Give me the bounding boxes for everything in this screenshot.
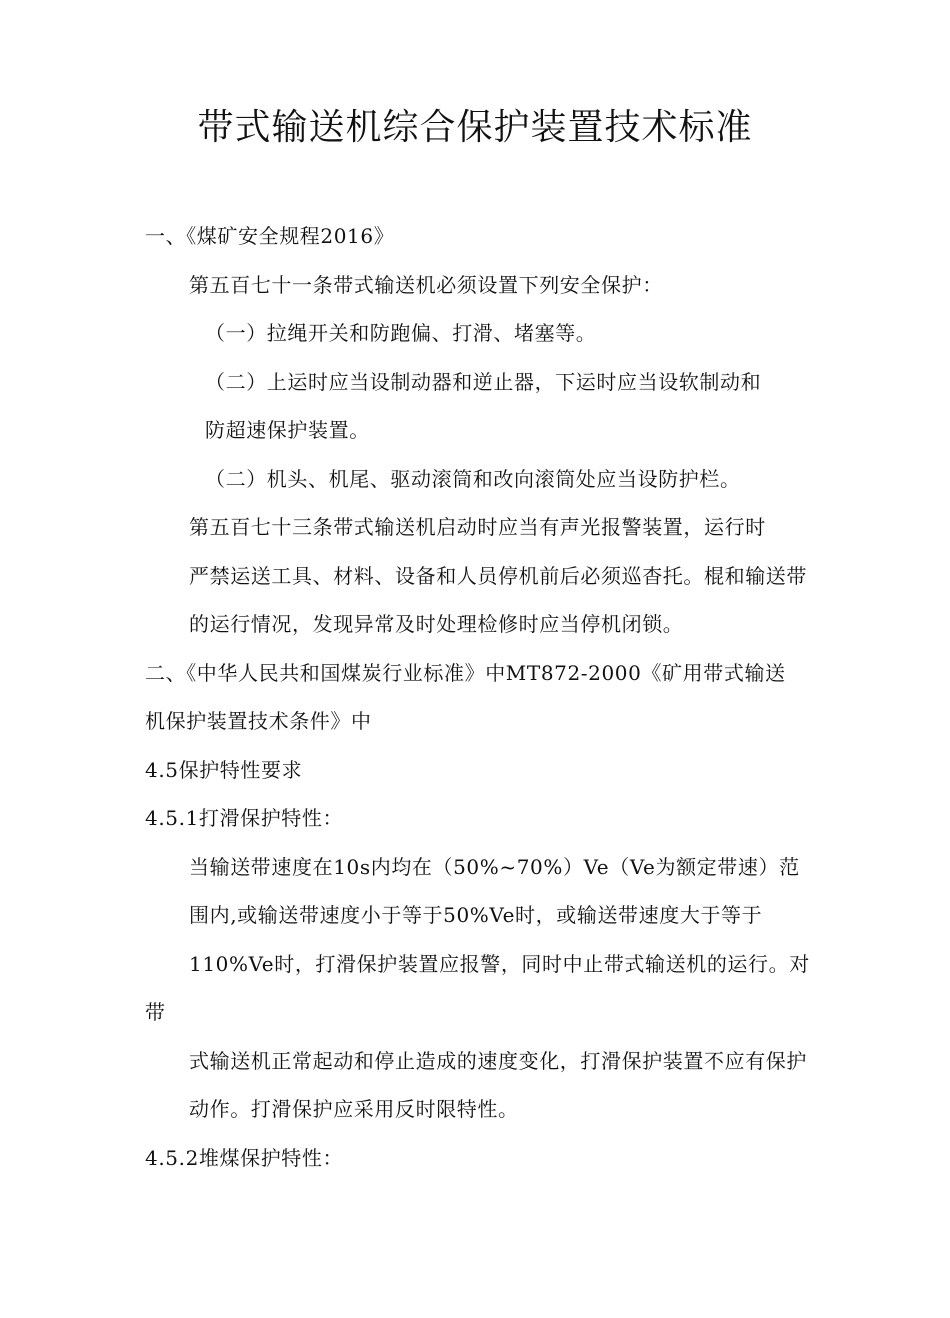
document-title: 带式输送机综合保护装置技术标准 [197,107,753,148]
text-line: 式输送机正常起动和停止造成的速度变化，打滑保护装置不应有保护 [189,1048,807,1073]
paragraph-sec452 [145,1134,810,1183]
paragraph-art571-item2 [145,358,810,455]
text-line: 一、《煤矿安全规程2016》 [145,224,395,248]
text-line: 第五百七十三条带式输送机启动时应当有声光报警装置，运行时 [189,515,766,539]
text-line: （二）上运时应当设制动器和逆止器，下运时应当设软制动和 [205,369,762,394]
text-line: （一）拉绳开关和防跑偏、打滑、堵塞等。 [205,321,597,345]
text-line: 围内,或输送带速度小于等于50%Ve时，或输送带速度大于等于 [189,903,763,927]
paragraph-art573 [145,503,810,649]
text-line: 当输送带速度在10s内均在（50%~70%）Ve（Ve为额定带速）范 [189,854,800,879]
text-line: 第五百七十一条带式输送机必须设置下列安全保护： [189,272,663,297]
text-line: 110%Ve时，打滑保护装置应报警，同时中止带式输送机的运行。对带 [145,951,810,1024]
text-line: （二）机头、机尾、驱动滚筒和改向滚筒处应当设防护栏。 [205,466,741,491]
text-line: 动作。打滑保护应采用反时限特性。 [189,1097,519,1121]
text-line: 二、《中华人民共和国煤炭行业标准》中MT872-2000《矿用带式输送 [145,660,786,685]
paragraph-sec45 [145,746,810,795]
document-body [145,212,810,1182]
paragraph-sec1-heading [145,212,810,261]
paragraph-sec451-body [145,843,810,1134]
paragraph-sec451 [145,794,810,843]
text-line: 的运行情况，发现异常及时处理检修时应当停机闭锁。 [189,612,684,636]
paragraph-art571 [145,261,810,310]
paragraph-sec2-heading [145,649,810,746]
text-line: 防超速保护装置。 [205,418,370,442]
text-line: 机保护装置技术条件》中 [145,709,372,733]
paragraph-art571-item1 [145,309,810,358]
text-line: 严禁运送工具、材料、设备和人员停机前后必须巡杳托。棍和输送带 [189,563,807,588]
text-line: 4.5.1打滑保护特性： [145,806,344,830]
paragraph-art571-item3 [145,455,810,504]
text-line: 4.5保护特性要求 [145,757,303,782]
text-line: 4.5.2堆煤保护特性： [145,1145,344,1170]
